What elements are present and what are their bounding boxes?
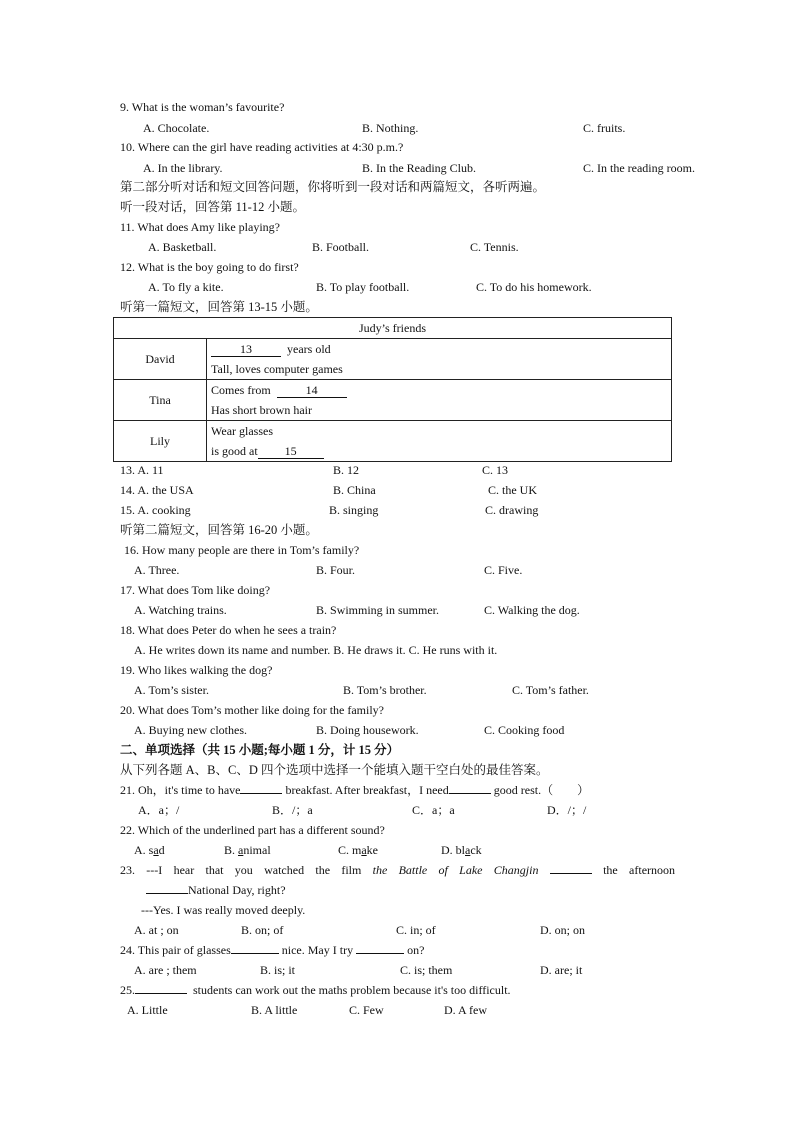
q21-option-c: C．a；a	[412, 803, 455, 817]
question-17: 17. What does Tom like doing?	[120, 583, 271, 597]
q10-option-b: B. In the Reading Club.	[362, 161, 476, 175]
q16-option-b: B. Four.	[316, 563, 356, 577]
q21-option-a: A．a；/	[138, 803, 180, 817]
question-10: 10. Where can the girl have reading activities at 4:30 p.m.?	[120, 140, 404, 154]
q24-text: nice. May I try	[281, 943, 354, 957]
detail-text: Tall, loves computer games	[211, 362, 343, 376]
q25-text: students can work out the maths problem because it's too difficult.	[193, 983, 511, 997]
friend-name: Lily	[114, 421, 207, 462]
q15-option-c: C. drawing	[485, 503, 539, 517]
question-20: 20. What does Tom’s mother like doing for the family?	[120, 703, 384, 717]
q23-option-d: D. on; on	[540, 923, 585, 937]
passage1-intro: 听第一篇短文，回答第 13-15 小题。	[120, 300, 318, 314]
q25-blank[interactable]	[135, 993, 187, 994]
q22-option-c: C. make	[338, 843, 378, 857]
question-18: 18. What does Peter do when he sees a train?	[120, 623, 337, 637]
detail-text: years old	[287, 342, 331, 356]
q11-option-c: C. Tennis.	[470, 240, 519, 254]
q24-blank-2[interactable]	[356, 953, 404, 954]
q21-text: 21. Oh，it's time to have	[120, 783, 241, 797]
question-12: 12. What is the boy going to do first?	[120, 260, 299, 274]
q12-option-b: B. To play football.	[316, 280, 410, 294]
q23-text: the afternoon	[603, 863, 676, 877]
q19-option-b: B. Tom’s brother.	[343, 683, 427, 697]
q9-option-c: C. fruits.	[583, 121, 626, 135]
q23-text: National Day, right?	[188, 883, 286, 897]
q21-option-d: D．/；/	[547, 803, 587, 817]
q24-option-a: A. are ; them	[134, 963, 197, 977]
q14-option-a: 14. A. the USA	[120, 483, 194, 497]
q23-option-b: B. on; of	[241, 923, 284, 937]
q24-text: on?	[407, 943, 425, 957]
friend-name: Tina	[114, 380, 207, 421]
q22-option-a: A. sad	[134, 843, 165, 857]
q20-option-a: A. Buying new clothes.	[134, 723, 247, 737]
q10-option-c: C. In the reading room.	[583, 161, 695, 175]
q23-film-title: the Battle of Lake Changjin	[372, 863, 539, 877]
q21-text: good rest.（ ）	[493, 783, 590, 797]
q19-option-a: A. Tom’s sister.	[134, 683, 209, 697]
question-22: 22. Which of the underlined part has a different sound?	[120, 823, 385, 837]
q25-option-a: A. Little	[127, 1003, 168, 1017]
q20-option-b: B. Doing housework.	[316, 723, 419, 737]
table-row	[114, 339, 672, 380]
question-19: 19. Who likes walking the dog?	[120, 663, 273, 677]
dialogue-intro: 听一段对话，回答第 11-12 小题。	[120, 200, 305, 214]
table-row	[114, 380, 672, 421]
question-9: 9. What is the woman’s favourite?	[120, 100, 285, 114]
q19-option-c: C. Tom’s father.	[512, 683, 589, 697]
judys-friends-table	[113, 317, 672, 462]
q16-option-a: A. Three.	[134, 563, 180, 577]
q9-option-a: A. Chocolate.	[143, 121, 210, 135]
detail-text: Wear glasses	[211, 424, 274, 438]
question-24	[120, 942, 424, 958]
q21-blank-1[interactable]	[240, 793, 282, 794]
q20-option-c: C. Cooking food	[484, 723, 565, 737]
table-title: Judy’s friends	[114, 318, 672, 339]
part2-title: 第二部分听对话和短文回答问题，你将听到一段对话和两篇短文，各听两遍。	[120, 180, 546, 194]
q11-option-b: B. Football.	[312, 240, 370, 254]
q16-option-c: C. Five.	[484, 563, 523, 577]
q23-blank-2[interactable]	[146, 893, 188, 894]
detail-text: is good at	[211, 444, 258, 458]
q15-option-a: 15. A. cooking	[120, 503, 191, 517]
q23-option-c: C. in; of	[396, 923, 436, 937]
friend-details	[207, 380, 672, 421]
section2-instructions: 从下列各题 A、B、C、D 四个选项中选择一个能填入题干空白处的最佳答案。	[120, 763, 549, 777]
friend-name: David	[114, 339, 207, 380]
friend-details	[207, 421, 672, 462]
blank-14[interactable]: 14	[277, 383, 347, 398]
q24-option-d: D. are; it	[540, 963, 583, 977]
detail-text: Comes from	[211, 383, 271, 397]
blank-13[interactable]: 13	[211, 342, 281, 357]
q13-option-c: C. 13	[482, 463, 509, 477]
q14-option-c: C. the UK	[488, 483, 537, 497]
q23-blank-1[interactable]	[550, 873, 592, 874]
q21-text: breakfast. After breakfast，I need	[285, 783, 449, 797]
q10-option-a: A. In the library.	[143, 161, 223, 175]
q12-option-c: C. To do his homework.	[476, 280, 592, 294]
q9-option-b: B. Nothing.	[362, 121, 419, 135]
q17-option-b: B. Swimming in summer.	[316, 603, 440, 617]
question-25	[120, 982, 511, 998]
q23-option-a: A. at ; on	[134, 923, 179, 937]
q12-option-a: A. To fly a kite.	[148, 280, 224, 294]
q25-option-c: C. Few	[349, 1003, 384, 1017]
q11-option-a: A. Basketball.	[148, 240, 217, 254]
question-23-cont	[146, 882, 286, 898]
q25-option-b: B. A little	[251, 1003, 298, 1017]
q17-option-a: A. Watching trains.	[134, 603, 227, 617]
table-row	[114, 421, 672, 462]
q14-option-b: B. China	[333, 483, 376, 497]
passage2-intro: 听第二篇短文，回答第 16-20 小题。	[120, 523, 318, 537]
q15-option-b: B. singing	[329, 503, 379, 517]
q21-option-b: B．/；a	[272, 803, 313, 817]
q23-answer: ---Yes. I was really moved deeply.	[141, 903, 306, 917]
q24-option-b: B. is; it	[260, 963, 296, 977]
q23-text: 23. ---I hear that you watched the film	[120, 863, 362, 877]
detail-text: Has short brown hair	[211, 403, 312, 417]
question-23	[120, 862, 675, 878]
q17-option-c: C. Walking the dog.	[484, 603, 580, 617]
q22-option-b: B. animal	[224, 843, 271, 857]
q24-option-c: C. is; them	[400, 963, 453, 977]
q25-text: 25.	[120, 983, 135, 997]
q24-blank-1[interactable]	[231, 953, 279, 954]
question-21	[120, 782, 589, 798]
section2-title: 二、单项选择（共 15 小题;每小题 1 分，计 15 分）	[120, 743, 400, 757]
q18-options: A. He writes down its name and number. B. He draws it. C. He runs with it.	[134, 643, 498, 657]
question-11: 11. What does Amy like playing?	[120, 220, 280, 234]
question-16: 16. How many people are there in Tom’s family?	[124, 543, 360, 557]
friend-details	[207, 339, 672, 380]
q13-option-b: B. 12	[333, 463, 360, 477]
q25-option-d: D. A few	[444, 1003, 487, 1017]
q24-text: 24. This pair of glasses	[120, 943, 231, 957]
q22-option-d: D. black	[441, 843, 482, 857]
blank-15[interactable]: 15	[258, 444, 324, 459]
q13-option-a: 13. A. 11	[120, 463, 164, 477]
q21-blank-2[interactable]	[449, 793, 491, 794]
